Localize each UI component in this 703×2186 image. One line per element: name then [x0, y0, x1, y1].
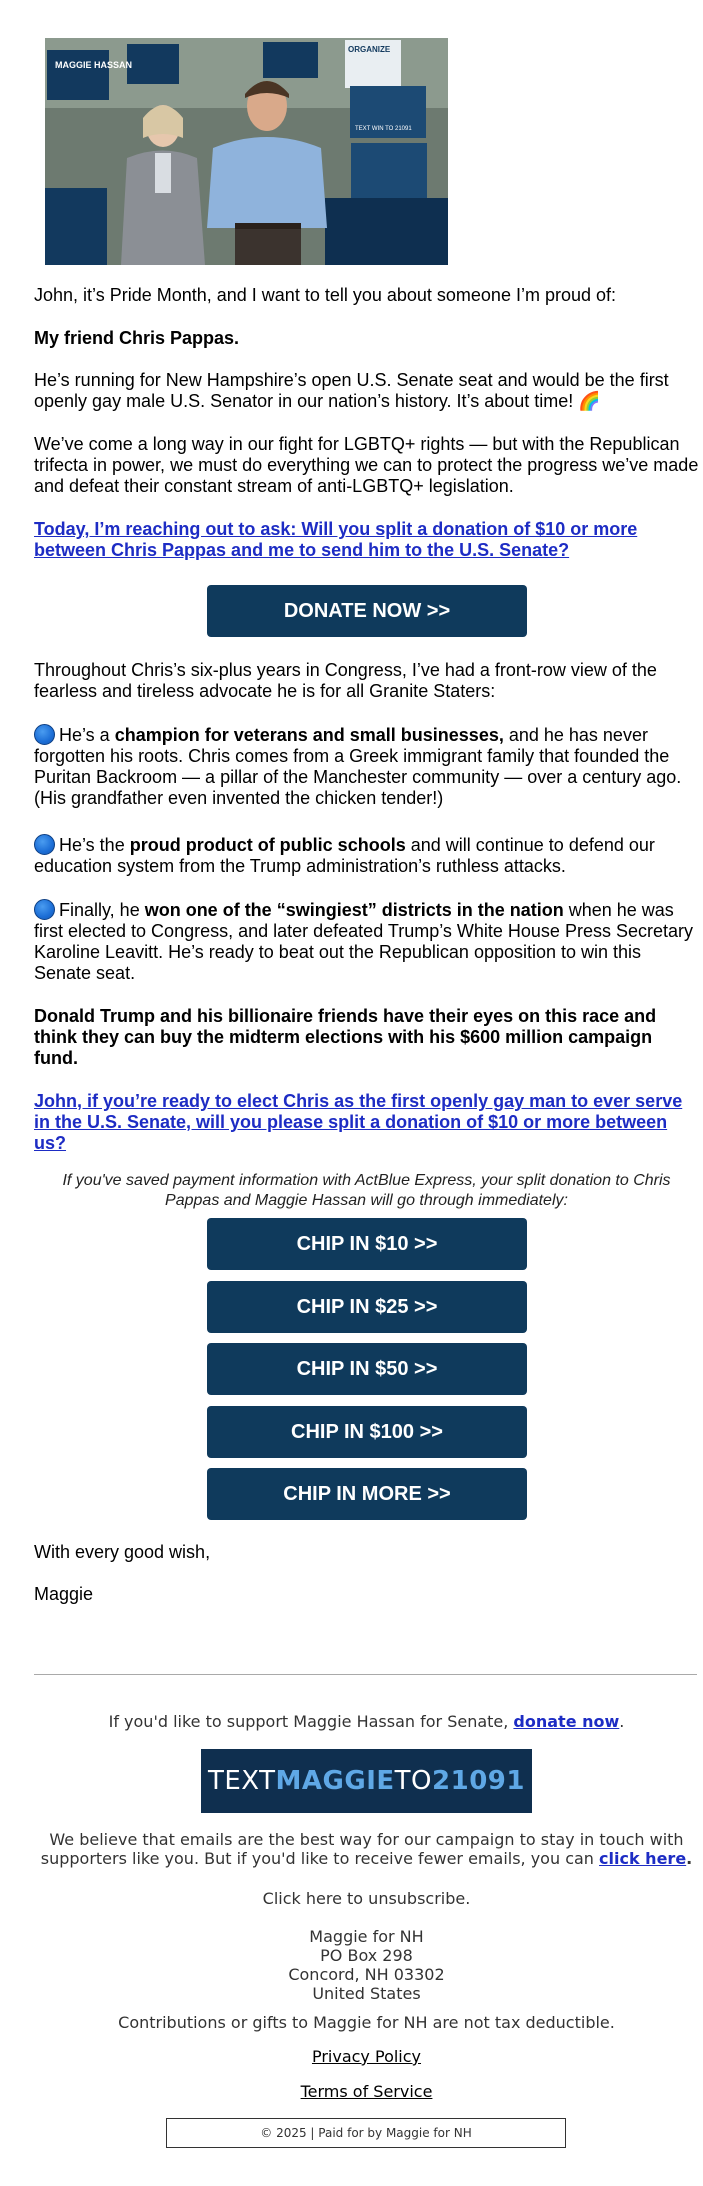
chip-in-50-button[interactable]: CHIP IN $50 >>	[207, 1343, 527, 1395]
sign-text-3: TEXT WIN TO 21091	[355, 126, 412, 132]
ask-link[interactable]	[34, 519, 699, 561]
banner-number: 21091	[432, 1766, 525, 1796]
address-line: Maggie for NH	[309, 1927, 424, 1946]
hero-image	[45, 38, 448, 265]
terms-row	[34, 2082, 699, 2101]
greeting: John, it’s Pride Month, and I want to tell you about someone I’m proud of:	[34, 285, 617, 305]
fewer-emails-note: We believe that emails are the best way for our campaign to stay in touch with supporters like you. But if you'd like to receive fewer emails, you can click here.	[40, 1830, 693, 1868]
paragraph-trump: Donald Trump and his billionaire friends have their eyes on this race and think they can buy the midterm elections with his $600 million campaign fund.	[34, 1006, 657, 1068]
chip-in-more-button[interactable]: CHIP IN MORE >>	[207, 1468, 527, 1520]
donate-now-link[interactable]: donate now	[513, 1712, 620, 1731]
sign-text-1: MAGGIE HASSAN	[55, 60, 133, 70]
unsubscribe-link[interactable]: Click here to unsubscribe.	[262, 1889, 471, 1908]
address-line: United States	[312, 1984, 421, 2003]
donate-now-button[interactable]: DONATE NOW >>	[207, 585, 527, 637]
ask-donation-link[interactable]: Today, I’m reaching out to ask: Will you split a donation of $10 or more between Chris Pappas and me to send him to the U.S. Senate?	[34, 519, 638, 560]
text-maggie-banner[interactable]	[201, 1749, 532, 1813]
privacy-policy-row	[34, 2047, 699, 2066]
terms-of-service-link[interactable]: Terms of Service	[300, 2082, 433, 2101]
blue-circle-icon	[34, 834, 55, 855]
blue-circle-icon	[34, 899, 55, 920]
divider	[34, 1674, 697, 1675]
chip-in-10-button[interactable]: CHIP IN $10 >>	[207, 1218, 527, 1270]
address-line: PO Box 298	[320, 1946, 413, 1965]
paragraph-throughout: Throughout Chris’s six-plus years in Congress, I’ve had a front-row view of the fearless and tireless advocate he is for all Granite Staters:	[34, 660, 657, 701]
signature: Maggie	[34, 1584, 94, 1604]
chip-in-25-button[interactable]: CHIP IN $25 >>	[207, 1281, 527, 1333]
mailing-address	[34, 1927, 699, 2003]
tax-note: Contributions or gifts to Maggie for NH are not tax deductible.	[118, 2013, 615, 2032]
split-donation-link[interactable]: John, if you’re ready to elect Chris as the first openly gay man to ever serve in the U.S. Senate, will you please split a donation of $10 or more between us?	[34, 1091, 683, 1153]
hero-photo	[45, 38, 448, 265]
friend-line: My friend Chris Pappas.	[34, 328, 240, 348]
bullet-veterans: He’s a champion for veterans and small businesses, and he has never forgotten his roots. Chris comes from a Greek immigrant family that founded the Puritan Backroom — a pillar of the Manchester community — over a century ago. (His grandfather even invented the chicken tender!)	[34, 725, 682, 808]
banner-to: TO	[394, 1766, 433, 1796]
paid-for-box: © 2025 | Paid for by Maggie for NH	[166, 2118, 566, 2148]
address-line: Concord, NH 03302	[288, 1965, 445, 1984]
bullet-schools: He’s the proud product of public schools and will continue to defend our education system from the Trump administration’s ruthless attacks.	[34, 835, 655, 876]
blue-circle-icon	[34, 724, 55, 745]
privacy-policy-link[interactable]: Privacy Policy	[311, 2047, 422, 2066]
chip-in-100-button[interactable]: CHIP IN $100 >>	[207, 1406, 527, 1458]
support-line: If you'd like to support Maggie Hassan for Senate, donate now.	[108, 1712, 625, 1731]
banner-keyword: MAGGIE	[275, 1766, 395, 1796]
bullet-swingiest: Finally, he won one of the “swingiest” districts in the nation when he was first elected to Congress, and later defeated Trump’s White House Press Secretary Karoline Leavitt. He’s ready to beat out the Republican opposition to win this Senate seat.	[34, 900, 693, 983]
fewer-emails-link[interactable]: click here	[599, 1849, 687, 1868]
sign-off: With every good wish,	[34, 1542, 211, 1562]
paragraph-running: He’s running for New Hampshire’s open U.S. Senate seat and would be the first openly gay male U.S. Senator in our nation’s history. It’s about time! 🌈	[34, 370, 669, 411]
paragraph-long-way: We’ve come a long way in our fight for LGBTQ+ rights — but with the Republican trifecta in power, we must do everything we can to protect the progress we’ve made and defeat their constant stream of anti-LGBTQ+ legislation.	[34, 434, 699, 496]
sign-text-2: ORGANIZE	[348, 45, 391, 54]
express-note: If you've saved payment information with ActBlue Express, your split donation to Chris Pappas and Maggie Hassan will go through immediately:	[62, 1172, 671, 1209]
banner-text: TEXT	[208, 1766, 276, 1796]
ask-link-2[interactable]	[34, 1091, 699, 1154]
